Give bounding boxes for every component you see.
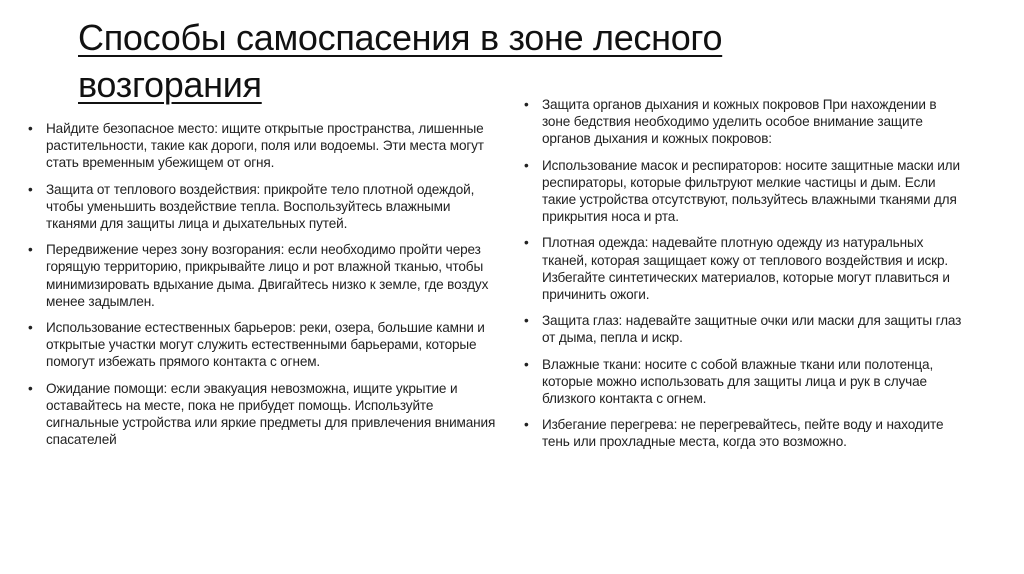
- bullet-icon: •: [524, 157, 529, 173]
- list-item: [28, 120, 503, 172]
- list-item: [524, 96, 964, 148]
- bullet-icon: •: [28, 320, 33, 336]
- list-item-text: Защита органов дыхания и кожных покровов При нахождении в зоне бедствия необходимо уделить особое внимание защите органов дыхания и кожных покровов:: [542, 97, 937, 147]
- bullet-icon: •: [524, 235, 529, 251]
- list-item-text: Использование масок и респираторов: носите защитные маски или респираторы, которые фильтруют мелкие частицы и дым. Если такие устройства отсутствуют, пользуйтесь влажными тканями для прикрытия носа и рта.: [542, 157, 960, 225]
- list-item-text: Влажные ткани: носите с собой влажные ткани или полотенца, которые можно использовать для защиты лица и рук в случае близкого контакта с огнем.: [542, 356, 934, 407]
- list-item-text: Защита от теплового воздействия: прикройте тело плотной одеждой, чтобы уменьшить воздействие тепла. Воспользуйтесь влажными тканями для защиты лица и дыхательных путей.: [46, 181, 475, 232]
- bullet-icon: •: [28, 121, 33, 136]
- list-item-text: Найдите безопасное место: ищите открытые пространства, лишенные растительности, такие как дороги, поля или водоемы. Эти места могут стать временным убежищем от огня.: [46, 121, 484, 171]
- slide-title: Способы самоспасения в зоне лесного возгорания: [78, 17, 723, 105]
- list-item: [28, 380, 503, 449]
- list-item: [524, 157, 964, 226]
- list-item: [524, 312, 964, 346]
- list-item: [28, 241, 503, 310]
- list-item-text: Избегание перегрева: не перегревайтесь, пейте воду и находите тень или прохладные места, когда это возможно.: [542, 417, 944, 450]
- list-item-text: Использование естественных барьеров: реки, озера, большие камни и открытые участки могут служить естественными барьерами, которые помогут избежать прямого контакта с огнем.: [46, 320, 485, 370]
- list-item: [524, 234, 964, 303]
- bullet-icon: •: [524, 97, 529, 112]
- list-item: [524, 416, 964, 450]
- bullet-icon: •: [524, 417, 529, 433]
- bullet-icon: •: [28, 380, 33, 396]
- bullet-icon: •: [28, 242, 33, 258]
- bullet-icon: •: [524, 313, 529, 329]
- right-bullet-list: [524, 96, 964, 460]
- list-item: [524, 356, 964, 408]
- bullet-icon: •: [524, 356, 529, 372]
- left-bullet-list: [28, 120, 503, 457]
- list-item: [28, 319, 503, 371]
- list-item-text: Передвижение через зону возгорания: если необходимо пройти через горящую территорию, прикрывайте лицо и рот влажной тканью, чтобы минимизировать вдыхание дыма. Двигайтесь низко к земле, где воздух менее задымлен.: [46, 242, 489, 309]
- list-item-text: Ожидание помощи: если эвакуация невозможна, ищите укрытие и оставайтесь на месте, пока не прибудет помощь. Используйте сигнальные устройства или яркие предметы для привлечения внимания спасателей: [46, 380, 496, 448]
- list-item-text: Плотная одежда: надевайте плотную одежду из натуральных тканей, которая защищает кожу от теплового воздействия и искр. Избегайте синтетических материалов, которые могут плавиться и причинить ожоги.: [542, 235, 950, 303]
- list-item: [28, 181, 503, 233]
- bullet-icon: •: [28, 181, 33, 197]
- list-item-text: Защита глаз: надевайте защитные очки или маски для защиты глаз от дыма, пепла и искр.: [542, 313, 962, 346]
